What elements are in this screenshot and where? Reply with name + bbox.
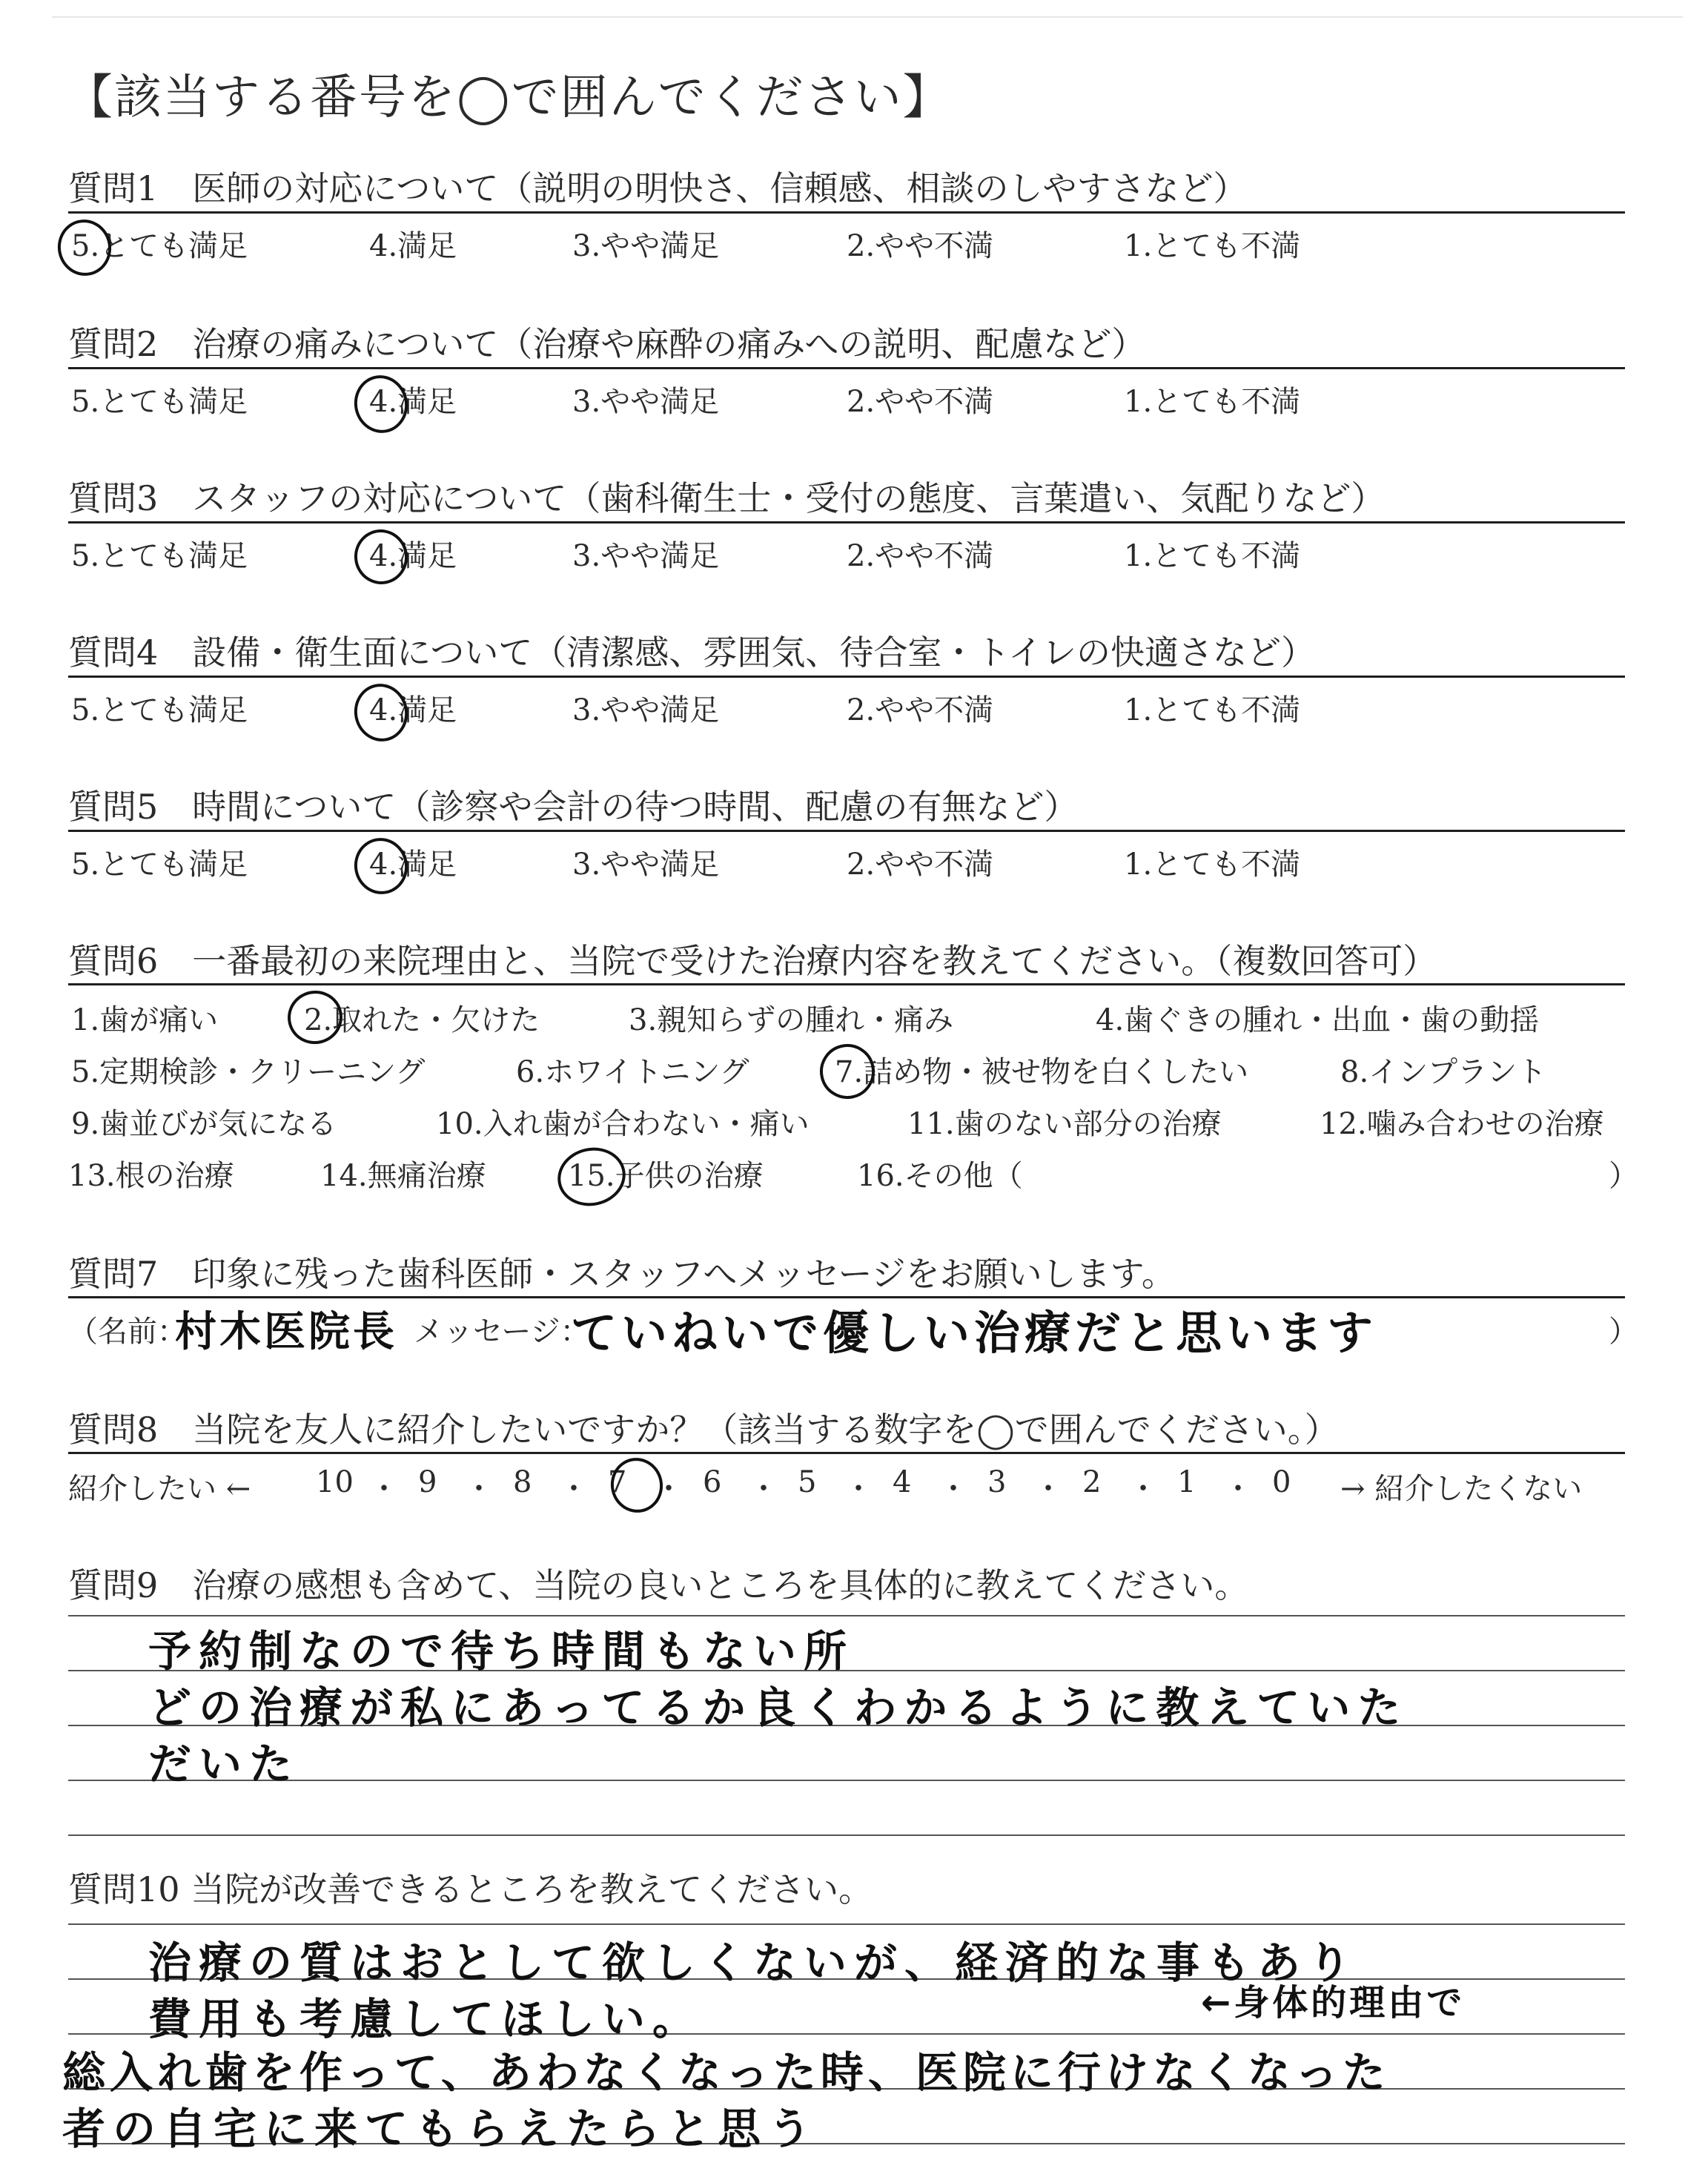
q8-scale-left-label: 紹介したい ← [68,1472,251,1506]
q6-option-9[interactable]: 9.歯並びが気になる [71,1107,337,1141]
q3-option-2[interactable]: 2.やや不満 [847,539,994,573]
question-5-title: 質問5 時間について（診察や会計の待つ時間、配慮の有無など） [68,787,1079,827]
q8-scale-value-7[interactable]: 7 [608,1465,627,1499]
q10-handwritten-line-2: 費用も考慮してほしい。 [148,1994,704,2044]
q3-option-1[interactable]: 1.とても不満 [1124,539,1301,573]
question-2-title: 質問2 治療の痛みについて（治療や麻酔の痛みへの説明、配慮など） [68,324,1146,364]
q3-option-4[interactable]: 4.満足 [369,539,457,573]
question-7-title: 質問7 印象に残った歯科医師・スタッフへメッセージをお願いします。 [68,1254,1176,1294]
q4-option-4[interactable]: 4.満足 [369,693,457,727]
q10-handwritten-insert: ←身体的理由で [1201,1982,1466,2024]
q5-option-5[interactable]: 5.とても満足 [71,848,248,882]
question-3-title: 質問3 スタッフの対応について（歯科衛生士・受付の態度、言葉遣い、気配りなど） [68,478,1386,518]
q6-option-4[interactable]: 4.歯ぐきの腫れ・出血・歯の動揺 [1096,1003,1540,1037]
top-border-line [52,16,1683,18]
question-1-title: 質問1 医師の対応について（説明の明快さ、信頼感、相談のしやすさなど） [68,168,1248,208]
q6-selection-circle-2 [282,985,347,1049]
q7-close-paren: ） [1609,1315,1638,1349]
q6-option-11[interactable]: 11.歯のない部分の治療 [907,1107,1222,1141]
q10-handwritten-line-3: 総入れ歯を作って、あわなくなった時、医院に行けなくなった [62,2047,1390,2098]
q10-line-1 [68,1923,1625,1925]
question-3-rule [68,521,1625,524]
q8-scale-separator: ・ [654,1472,683,1506]
q2-option-3[interactable]: 3.やや満足 [572,385,720,419]
page-header: 【該当する番号を◯で囲んでください】 [65,70,952,125]
question-9-title: 質問9 治療の感想も含めて、当院の良いところを具体的に教えてください。 [68,1565,1249,1605]
q8-scale-separator: ・ [559,1472,589,1506]
q8-scale-separator: ・ [369,1472,399,1506]
q1-option-2[interactable]: 2.やや不満 [847,229,994,263]
q9-line-5 [68,1834,1625,1836]
question-1-rule [68,211,1625,214]
q8-scale-value-2[interactable]: 2 [1082,1465,1102,1499]
q8-selection-circle [606,1453,668,1518]
q4-option-2[interactable]: 2.やや不満 [847,693,994,727]
q6-option-7[interactable]: 7.詰め物・被せ物を白くしたい [835,1055,1249,1089]
q2-option-4[interactable]: 4.満足 [369,385,457,419]
q8-scale-separator: ・ [1128,1472,1158,1506]
q6-option-5[interactable]: 5.定期検診・クリーニング [71,1055,426,1089]
q1-option-3[interactable]: 3.やや満足 [572,229,720,263]
q2-option-1[interactable]: 1.とても不満 [1124,385,1301,419]
q5-option-1[interactable]: 1.とても不満 [1124,848,1301,882]
q8-scale-value-4[interactable]: 4 [893,1465,912,1499]
q7-handwritten-name: 村木医院長 [175,1308,397,1356]
q7-handwritten-message: ていねいで優しい治療だと思います [571,1306,1378,1360]
q6-other-close-paren: ） [1609,1159,1638,1193]
q8-scale-separator: ・ [1033,1472,1063,1506]
q5-option-4[interactable]: 4.満足 [369,848,457,882]
question-4-rule [68,676,1625,678]
question-5-rule [68,830,1625,832]
q8-scale-separator: ・ [749,1472,778,1506]
q8-scale-right-label: → 紹介したくない [1340,1472,1583,1506]
q6-option-15[interactable]: 15.子供の治療 [568,1159,764,1193]
q10-handwritten-line-1: 治療の質はおとして欲しくないが、経済的な事もあり [148,1938,1359,1988]
q8-scale-value-0[interactable]: 0 [1272,1465,1291,1499]
q8-scale-separator: ・ [939,1472,968,1506]
q4-option-3[interactable]: 3.やや満足 [572,693,720,727]
question-6-title: 質問6 一番最初の来院理由と、当院で受けた治療内容を教えてください。（複数回答可） [68,941,1437,981]
q6-option-3[interactable]: 3.親知らずの腫れ・痛み [629,1003,954,1037]
q3-option-5[interactable]: 5.とても満足 [71,539,248,573]
q2-option-2[interactable]: 2.やや不満 [847,385,994,419]
q8-scale-value-6[interactable]: 6 [703,1465,722,1499]
question-6-rule [68,983,1625,985]
q8-scale-value-9[interactable]: 9 [418,1465,437,1499]
q1-option-4[interactable]: 4.満足 [369,229,457,263]
q5-option-3[interactable]: 3.やや満足 [572,848,720,882]
q1-option-1[interactable]: 1.とても不満 [1124,229,1301,263]
q8-scale-separator: ・ [464,1472,494,1506]
q1-option-5[interactable]: 5.とても満足 [71,229,248,263]
q5-option-2[interactable]: 2.やや不満 [847,848,994,882]
q8-scale-value-10[interactable]: 10 [316,1465,354,1499]
q8-scale-value-5[interactable]: 5 [798,1465,817,1499]
q3-option-3[interactable]: 3.やや満足 [572,539,720,573]
q7-name-label: （名前： [68,1315,187,1349]
q6-option-14[interactable]: 14.無痛治療 [320,1159,486,1193]
q8-scale-separator: ・ [844,1472,873,1506]
question-10-title: 質問10 当院が改善できるところを教えてください。 [68,1869,873,1909]
question-8-rule [68,1452,1625,1454]
q8-scale-value-1[interactable]: 1 [1177,1465,1196,1499]
question-8-title: 質問8 当院を友人に紹介したいですか？（該当する数字を◯で囲んでください。） [68,1410,1339,1450]
q6-option-13[interactable]: 13.根の治療 [68,1159,234,1193]
q9-line-4 [68,1780,1625,1781]
q6-option-6[interactable]: 6.ホワイトニング [516,1055,749,1089]
q10-handwritten-line-4: 者の自宅に来てもらえたらと思う [62,2104,819,2154]
q6-option-1[interactable]: 1.歯が痛い [71,1003,219,1037]
q8-scale-value-3[interactable]: 3 [987,1465,1007,1499]
q4-option-1[interactable]: 1.とても不満 [1124,693,1301,727]
question-4-title: 質問4 設備・衛生面について（清潔感、雰囲気、待合室・トイレの快適さなど） [68,633,1316,673]
q7-message-label: メッセージ： [414,1315,590,1349]
q6-option-12[interactable]: 12.噛み合わせの治療 [1320,1107,1604,1141]
q6-option-16[interactable]: 16.その他（ [857,1159,1023,1193]
question-2-rule [68,367,1625,369]
q6-option-2[interactable]: 2.取れた・欠けた [304,1003,540,1037]
q9-handwritten-line-2: どの治療が私にあってるか良くわかるように教えていた [148,1682,1409,1733]
q8-scale-value-8[interactable]: 8 [513,1465,532,1499]
q8-scale-separator: ・ [1223,1472,1253,1506]
q2-option-5[interactable]: 5.とても満足 [71,385,248,419]
q6-option-8[interactable]: 8.インプラント [1340,1055,1547,1089]
q4-option-5[interactable]: 5.とても満足 [71,693,248,727]
q9-handwritten-line-3: だいた [148,1739,300,1789]
q6-option-10[interactable]: 10.入れ歯が合わない・痛い [436,1107,810,1141]
q9-handwritten-line-1: 予約制なので待ち時間もない所 [148,1626,855,1677]
